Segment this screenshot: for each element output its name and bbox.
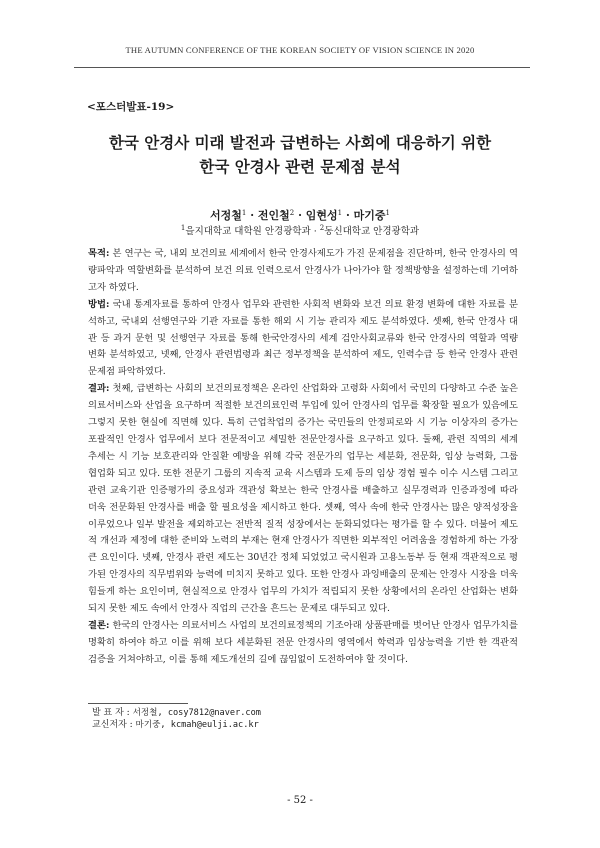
- running-header: THE AUTUMN CONFERENCE OF THE KOREAN SOCIETY OF VISION SCIENCE IN 2020: [125, 45, 475, 55]
- result-label: 결과:: [88, 383, 110, 395]
- affil-mark: 2: [319, 224, 325, 232]
- author-separator: ·: [342, 209, 354, 222]
- abstract-method: [88, 297, 518, 382]
- author-name: 서정철: [210, 209, 242, 222]
- author-separator: ·: [246, 209, 258, 222]
- poster-tag: <포스터발표-19>: [87, 101, 175, 113]
- method-text: 국내 통계자료를 통하여 안경사 업무와 관련한 사회적 변화와 보건 의료 환경 변화에 대한 자료를 분석하고, 국내외 선행연구와 기관 자료를 통한 해외 시 기능 관리자 제도 분석하였다. 셋째, 한국 안경사 대관 등 과거 문헌 및 선행연구 자료를 통해 한국안경사의 세계 검안사회교류와 한국 안경사의 역할과 역량 변화 분석하였고, 넷째, 안경사 관련법령과 최근 정부정책을 분석하여 제도, 인력수급 등 한국 안경사 관련 문제점 파악하였다.: [88, 298, 518, 378]
- corresponding-label: 교신저자 :: [92, 720, 136, 730]
- conclusion-text: 한국의 안경사는 의료서비스 사업의 보건의료정책의 기조아래 상품판매를 벗어난 안경사 업무가치를 명확히 하여야 하고 이를 위해 보다 세분화된 전문 안경사의 영역에서 학력과 임상능력을 기반 한 객관적 검증을 거쳐야하고, 이를 통해 제도개선의 길에 끊임없이 도전하여야 할 것이다.: [88, 619, 518, 665]
- author-affil-mark: 1: [337, 209, 343, 217]
- author-name: 임현성: [305, 209, 338, 222]
- affiliation-2: 동신대학교 안경광학과: [324, 226, 420, 237]
- footnote-rule: [88, 703, 188, 704]
- corresponding-line: [92, 719, 261, 731]
- author-affil-mark: 1: [241, 209, 247, 217]
- abstract-result: [88, 381, 518, 618]
- abstract-purpose: [88, 246, 518, 297]
- presenter-label: 발 표 자 :: [92, 708, 133, 718]
- affil-separator: ·: [310, 226, 320, 237]
- conclusion-label: 결론:: [88, 619, 110, 631]
- purpose-label: 목적:: [88, 248, 110, 259]
- method-label: 방법:: [88, 298, 110, 310]
- paper-title: [60, 131, 540, 179]
- author-affil-mark: 2: [289, 209, 295, 217]
- author-name: 전인철: [257, 209, 290, 222]
- purpose-text: 본 연구는 국, 내외 보건의료 세계에서 한국 안경사제도가 가진 문제점을 진단하며, 한국 안경사의 역량파악과 역할변화를 분석하여 보건 의료 인력으로서 안경사가 나아가야 할 정책방향을 설정하는데 기여하고자 하였다.: [88, 248, 518, 293]
- affiliation-1: 을지대학교 대학원 안경광학과: [185, 226, 311, 237]
- author-separator: ·: [294, 209, 306, 222]
- author-affil-mark: 1: [385, 209, 390, 217]
- title-line-2: 한국 안경사 관련 문제점 분석: [199, 157, 401, 176]
- affiliations: [60, 223, 540, 237]
- abstract-conclusion: [88, 618, 518, 669]
- page-number: - 52 -: [287, 795, 313, 806]
- presenter-line: [92, 707, 261, 719]
- header-rule: [74, 67, 530, 68]
- abstract: [88, 246, 518, 669]
- affil-mark: 1: [180, 224, 186, 232]
- result-text: 첫째, 급변하는 사회의 보건의료정책은 온라인 산업화와 고령화 사회에서 국민의 다양하고 수준 높은 의료서비스와 산업을 요구하며 적절한 보건의료인력 투입에 있어 안경사의 업무를 확장할 필요가 있음에도 그렇지 못한 현실에 직면해 있다. 특히 근업착업의 증가는 국민들의 안정피로와 시 기능 이상자의 증가는 포괄적인 안경사 업무에서 보다 전문적이고 세밀한 전문안경사를 요구하고 있다. 둘째, 관련 직역의 세계 추세는 시 기능 보호관리와 안질환 예방을 위해 각국 전문가의 업무는 세분화, 전문화, 임상 능력화, 그룹 협업화 되고 있다. 또한 전문기 그룹의 지속적 교육 시스템과 도제 등의 임상 경험 필수 이수 시스템 그리고 관련 교육기관 인증평가의 중요성과 객관성 확보는 한국 안경사를 배출하고 실무경력과 인증과정에 따라 더욱 전문화된 안경사를 배출 할 필요성을 제시하고 한다. 셋째, 역사 속에 한국 안경사는 많은 양적성장을 이루었으나 일부 발전을 제외하고는 전반적 질적 성장에서는 둔화되었다는 평가를 할 수 있다. 더불어 제도적 개선과 제정에 대한 준비와 노력의 부재는 현재 안경사가 직면한 외부적인 어려움을 경험하게 하는 가장 큰 요인이다. 넷째, 안경사 관련 제도는 30년간 정체 되었었고 국시원과 고용노동부 등 현재 객관적으로 평가된 안경사의 직무범위와 능력에 미치지 못하고 있다. 또한 안경사 과잉배출의 문제는 안경사 시장을 더욱 힘들게 하는 요인이며, 현실적으로 안경사 업무의 가치가 적립되지 못한 상황에서의 온라인 산업화는 변화되지 못한 제도 속에서 안경사 직업의 근간을 흔드는 문제로 대두되고 있다.: [88, 383, 518, 615]
- author-name: 마기중: [353, 209, 386, 222]
- corresponding-contact: 마기중, kcmah@eulji.ac.kr: [135, 720, 259, 730]
- title-line-1: 한국 안경사 미래 발전과 급변하는 사회에 대응하기 위한: [108, 133, 492, 152]
- author-list: [60, 207, 540, 223]
- footnotes: [92, 707, 261, 731]
- presenter-contact: 서정철, cosy7812@naver.com: [132, 708, 261, 718]
